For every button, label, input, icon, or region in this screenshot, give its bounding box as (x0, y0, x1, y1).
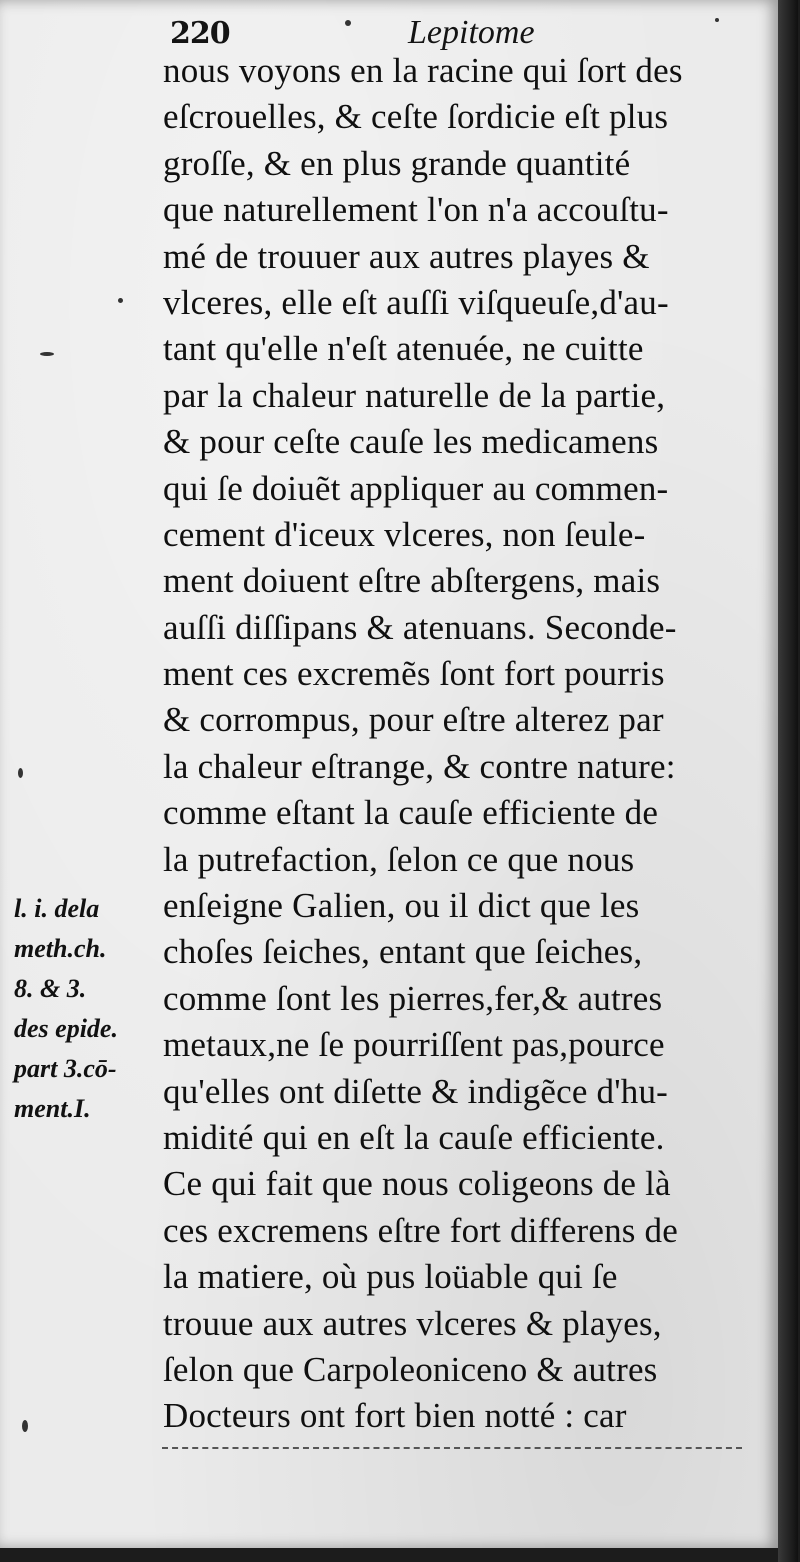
ink-speck (345, 20, 351, 26)
ink-speck (40, 352, 54, 356)
margin-line: l. i. dela (14, 894, 100, 923)
body-text (163, 48, 773, 1440)
text-line: qu'elles ont diſette & indigẽce d'hu- (163, 1071, 669, 1111)
text-line: ment doiuent eſtre abſtergens, mais (163, 561, 661, 601)
page-edge-shadow (778, 0, 798, 1562)
text-line: choſes ſeiches, entant que ſeiches, (163, 932, 643, 972)
running-head: Lepitome (408, 14, 535, 51)
ink-speck (18, 768, 23, 778)
page-number: 220 (170, 16, 230, 51)
text-line: ſelon que Carpoleoniceno & autres (163, 1349, 658, 1389)
text-line: groſſe, & en plus grande quantité (163, 143, 631, 183)
margin-line: meth.ch. (14, 934, 107, 963)
text-line: & pour ceſte cauſe les medicamens (163, 422, 659, 462)
text-line: la putrefaction, ſelon ce que nous (163, 839, 635, 879)
text-line: vlceres, elle eſt auſſi viſqueuſe,d'au- (163, 282, 669, 322)
margin-line: 8. & 3. (14, 974, 87, 1003)
text-line: metaux,ne ſe pourriſſent pas,pource (163, 1025, 665, 1065)
text-line: comme eſtant la cauſe efficiente de (163, 793, 659, 833)
text-line: nous voyons en la racine qui ſort des (163, 51, 683, 90)
text-line: tant qu'elle n'eſt atenuée, ne cuitte (163, 329, 644, 369)
ink-speck (118, 298, 123, 303)
margin-line: des epide. (14, 1014, 118, 1043)
text-line: & corrompus, pour eſtre alterez par (163, 700, 664, 740)
text-line: la matiere, où pus loüable qui ſe (163, 1257, 618, 1297)
text-line: cement d'iceux vlceres, non ſeule- (163, 514, 646, 554)
text-line: comme ſont les pierres,fer,& autres (163, 978, 663, 1018)
text-line: auſſi diſſipans & atenuans. Seconde- (163, 607, 677, 647)
text-line: ment ces excremẽs ſont fort pourris (163, 654, 665, 694)
text-line: la chaleur eſtrange, & contre nature: (163, 746, 676, 786)
text-line: par la chaleur naturelle de la partie, (163, 375, 666, 415)
margin-line: ment.I. (14, 1094, 91, 1123)
ink-speck (22, 1420, 28, 1432)
ink-speck (715, 18, 719, 22)
text-line: enſeigne Galien, ou il dict que les (163, 886, 640, 926)
text-line: ces excremens eſtre fort differens de (163, 1210, 678, 1250)
margin-line: part 3.cō- (14, 1054, 117, 1083)
text-line: qui ſe doiuẽt appliquer au commen- (163, 468, 669, 508)
text-line: Docteurs ont fort bien notté : car (163, 1396, 627, 1436)
text-line: mé de trouuer aux autres playes & (163, 236, 650, 276)
text-line: trouue aux autres vlceres & playes, (163, 1303, 662, 1343)
bottom-edge-mark (162, 1447, 742, 1449)
text-line: que naturellement l'on n'a accouſtu- (163, 190, 669, 230)
text-line: midité qui en eſt la cauſe efficiente. (163, 1117, 665, 1157)
text-line: eſcrouelles, & ceſte ſordicie eſt plus (163, 97, 669, 137)
marginal-note (14, 889, 160, 1129)
text-line: Ce qui fait que nous coligeons de là (163, 1164, 671, 1204)
